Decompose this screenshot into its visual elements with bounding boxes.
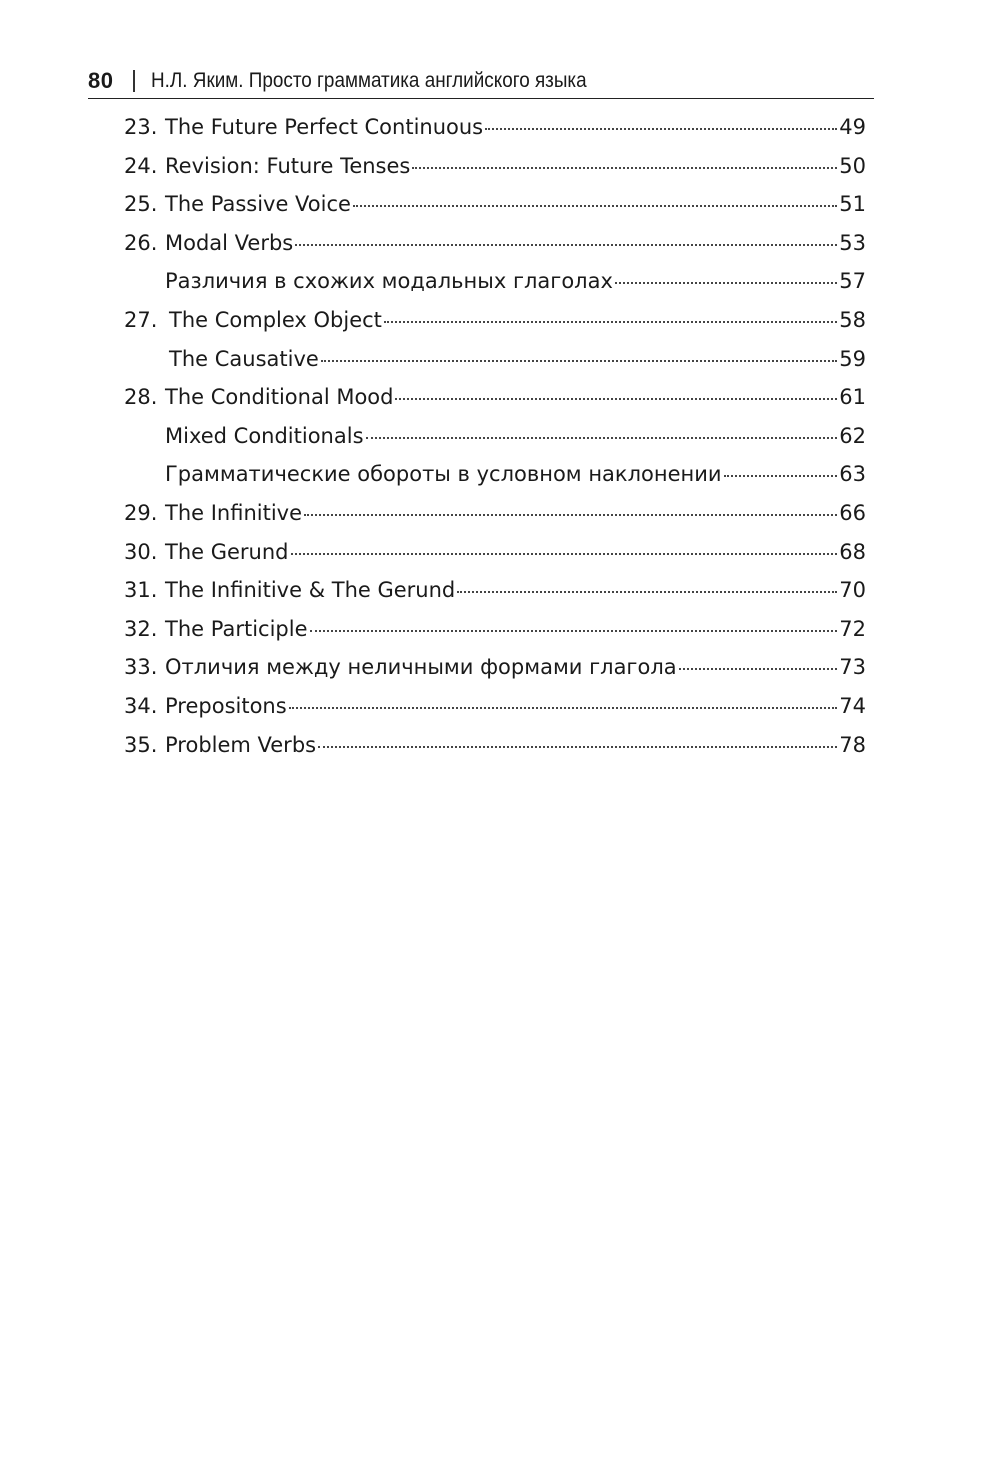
toc-entry-page: 73 — [839, 655, 866, 680]
toc-entry-page: 50 — [839, 153, 866, 178]
toc-entry[interactable] — [124, 301, 866, 340]
toc-entry-page: 59 — [839, 346, 866, 371]
dot-leader — [395, 398, 837, 400]
toc-entry-number: 31. — [124, 578, 158, 603]
dot-leader — [412, 167, 837, 169]
toc-entry-page: 62 — [839, 423, 866, 448]
toc-entry[interactable] — [124, 224, 866, 263]
toc-entry[interactable] — [124, 494, 866, 533]
toc-entry-title: The Future Perfect Continuous — [165, 115, 484, 139]
toc-entry-page: 58 — [839, 307, 866, 332]
toc-entry-page: 74 — [839, 693, 866, 718]
toc-entry-title: The Gerund — [165, 539, 289, 564]
dot-leader — [679, 668, 838, 670]
header-separator — [133, 70, 135, 92]
dot-leader — [457, 591, 837, 593]
toc-entry-page: 51 — [839, 192, 866, 217]
toc-entry-number: 25. — [124, 192, 158, 217]
dot-leader — [353, 205, 837, 207]
toc-entry-number: 29. — [124, 500, 158, 525]
toc-entry-title: Revision: Future Tenses — [165, 153, 411, 178]
toc-subentry[interactable] — [124, 417, 866, 456]
dot-leader — [304, 514, 837, 516]
toc-entry[interactable] — [124, 726, 866, 765]
toc-entry[interactable] — [124, 610, 866, 649]
toc-entry[interactable] — [124, 648, 866, 687]
dot-leader — [295, 244, 837, 246]
dot-leader — [724, 475, 838, 477]
toc-entry-title: The Complex Object — [169, 307, 382, 332]
toc-entry-number: 30. — [124, 539, 158, 564]
toc-entry-title: The Conditional Mood — [165, 385, 394, 410]
toc-entry-number: 35. — [124, 732, 158, 757]
dot-leader — [366, 437, 838, 439]
toc-entry-title: Mixed Conditionals — [165, 423, 364, 448]
toc-entry[interactable] — [124, 533, 866, 572]
dot-leader — [615, 282, 837, 284]
toc-entry-number: 23. — [124, 115, 158, 139]
toc-entry[interactable] — [124, 147, 866, 186]
dot-leader — [321, 360, 837, 362]
toc-entry-number: 28. — [124, 385, 158, 410]
toc-entry-page: 68 — [839, 539, 866, 564]
toc-entry-number: 26. — [124, 230, 158, 255]
dot-leader — [485, 128, 837, 130]
dot-leader — [318, 746, 837, 748]
toc-entry-title: The Participle — [165, 616, 308, 641]
toc-entry-page: 61 — [839, 385, 866, 410]
toc-entry-title: Problem Verbs — [165, 732, 317, 757]
dot-leader — [289, 707, 838, 709]
toc-entry[interactable] — [124, 687, 866, 726]
toc-entry-title: Грамматические обороты в условном наклонении — [165, 462, 722, 487]
toc-entry-page: 63 — [839, 462, 866, 487]
toc-entry-page: 66 — [839, 500, 866, 525]
toc-entry-title: The Infinitive & The Gerund — [165, 578, 456, 603]
toc-entry-number: 33. — [124, 655, 158, 680]
book-title: Н.Л. Яким. Просто грамматика английского языка — [150, 69, 587, 92]
toc-entry-number: 24. — [124, 153, 158, 178]
toc-entry[interactable] — [124, 378, 866, 417]
toc-entry-title: Различия в схожих модальных глаголах — [165, 269, 613, 294]
toc-entry[interactable] — [124, 571, 866, 610]
toc-entry-title: The Infinitive — [165, 500, 303, 525]
toc-entry-title: Prepositons — [165, 693, 287, 718]
toc-entry-title: Отличия между неличными формами глагола — [165, 655, 677, 680]
running-header — [88, 64, 874, 99]
toc-entry-number: 27. — [124, 307, 158, 332]
toc-entry-number: 32. — [124, 616, 158, 641]
toc-entry-page: 72 — [839, 616, 866, 641]
dot-leader — [310, 630, 838, 632]
toc-entry-page: 49 — [839, 115, 866, 139]
toc-entry-page: 70 — [839, 578, 866, 603]
toc-entry-title: Modal Verbs — [165, 230, 294, 255]
toc-entry[interactable] — [124, 108, 866, 147]
toc-entry-page: 78 — [839, 732, 866, 757]
toc-subentry[interactable] — [124, 262, 866, 301]
toc-entry-page: 57 — [839, 269, 866, 294]
toc-entry[interactable] — [124, 185, 866, 224]
toc-entry-page: 53 — [839, 230, 866, 255]
dot-leader — [384, 321, 837, 323]
toc-entry-title: The Passive Voice — [165, 192, 351, 217]
toc-subentry[interactable] — [124, 340, 866, 379]
toc-entry-number: 34. — [124, 693, 158, 718]
toc-entry-title: The Causative — [169, 346, 319, 371]
dot-leader — [291, 553, 838, 555]
toc-subentry[interactable] — [124, 455, 866, 494]
page-number: 80 — [88, 68, 114, 93]
table-of-contents — [124, 108, 866, 764]
